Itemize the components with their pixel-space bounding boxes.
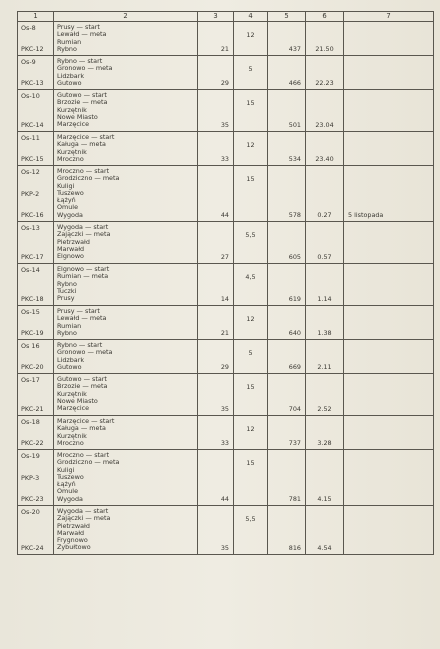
- segment-cell: [234, 306, 268, 340]
- route-place: Kurzętnik: [57, 431, 87, 440]
- distance-value: 21: [220, 44, 229, 53]
- route-cell: [54, 22, 198, 56]
- route-place: Łążyń: [57, 480, 76, 489]
- table-row: [18, 90, 434, 132]
- route-place: Brzozie — meta: [57, 382, 108, 391]
- route-place: Gutowo — start: [57, 91, 107, 99]
- cumulative-value: 781: [288, 494, 301, 503]
- route-place: Rybno: [57, 328, 77, 337]
- route-place: Frygnowo: [57, 536, 88, 545]
- segment-value: 15: [246, 459, 255, 467]
- cumulative-cell: [268, 340, 306, 374]
- header-row: [18, 12, 434, 22]
- segment-cell: [234, 506, 268, 555]
- stage-code: Os-12: [21, 168, 40, 176]
- distance-cell: [198, 306, 234, 340]
- distance-cell: [198, 132, 234, 166]
- table-row: [18, 166, 434, 222]
- segment-value: 5,5: [245, 515, 256, 523]
- remarks-cell: [344, 374, 434, 416]
- segment-value: 15: [246, 99, 255, 107]
- route-place: Wygoda — start: [57, 507, 109, 515]
- time-value: 1.14: [317, 294, 332, 303]
- time-cell: [306, 506, 344, 555]
- stage-code: Os-20: [21, 508, 40, 516]
- cumulative-cell: [268, 166, 306, 222]
- table-body: [18, 22, 434, 555]
- route-place: Marzęcice — start: [57, 417, 115, 425]
- route-place: Lidzbark: [57, 355, 85, 364]
- remarks-cell: [344, 450, 434, 506]
- route-place: Prusy — start: [57, 23, 100, 31]
- checkpoint-code: PKC-17: [21, 252, 44, 261]
- cumulative-value: 669: [288, 362, 301, 371]
- cumulative-value: 816: [288, 543, 301, 552]
- distance-value: 35: [220, 120, 229, 129]
- segment-cell: [234, 340, 268, 374]
- stage-code-cell: [18, 132, 54, 166]
- column-header-6: 6: [306, 12, 344, 22]
- route-place: Pietrzwałd: [57, 521, 90, 530]
- segment-cell: [234, 166, 268, 222]
- distance-cell: [198, 416, 234, 450]
- time-value: 23.40: [315, 154, 334, 163]
- route-cell: [54, 90, 198, 132]
- distance-value: 35: [220, 404, 229, 413]
- checkpoint-code: PKC-20: [21, 362, 44, 371]
- cumulative-value: 704: [288, 404, 301, 413]
- stage-code-cell: [18, 90, 54, 132]
- route-place: Marzęcice: [57, 404, 90, 413]
- route-place: Kurzętnik: [57, 389, 87, 398]
- cumulative-cell: [268, 22, 306, 56]
- route-place: Kaługa — meta: [57, 140, 106, 149]
- segment-cell: [234, 450, 268, 506]
- checkpoint-code: PKC-24: [21, 543, 44, 552]
- route-place: Pietrzwałd: [57, 237, 90, 246]
- distance-cell: [198, 22, 234, 56]
- table-row: [18, 222, 434, 264]
- route-place: Zajączki — meta: [57, 230, 111, 239]
- route-place: Tuszewo: [57, 472, 84, 481]
- route-place: Omule: [57, 203, 79, 212]
- table-row: [18, 340, 434, 374]
- column-header-4: 4: [234, 12, 268, 22]
- column-header-1: 1: [18, 12, 54, 22]
- cumulative-cell: [268, 374, 306, 416]
- route-place: Wygoda: [57, 494, 83, 503]
- checkpoint-code: PKP-2: [21, 189, 40, 198]
- time-cell: [306, 222, 344, 264]
- cumulative-value: 466: [288, 78, 301, 87]
- checkpoint-code: PKC-23: [21, 494, 44, 503]
- column-header-5: 5: [268, 12, 306, 22]
- route-place: Wygoda: [57, 210, 83, 219]
- cumulative-cell: [268, 416, 306, 450]
- route-place: Prusy: [57, 294, 75, 303]
- stage-code: Os-11: [21, 134, 40, 142]
- remarks-value: 5 listopada: [348, 210, 384, 219]
- route-place: Gutowo: [57, 78, 82, 87]
- route-place: Elgnowo — start: [57, 265, 110, 273]
- distance-value: 33: [220, 154, 229, 163]
- distance-cell: [198, 222, 234, 264]
- stage-code: Os-15: [21, 308, 40, 316]
- route-place: Rybno: [57, 44, 77, 53]
- segment-value: 12: [246, 31, 255, 39]
- route-place: Rumian — meta: [57, 272, 109, 281]
- distance-cell: [198, 264, 234, 306]
- route-cell: [54, 506, 198, 555]
- route-place: Nowe Miasto: [57, 112, 98, 121]
- route-place: Lewałd — meta: [57, 30, 107, 39]
- route-place: Omule: [57, 487, 79, 496]
- route-place: Prusy — start: [57, 307, 100, 315]
- route-cell: [54, 416, 198, 450]
- route-place: Łążyń: [57, 196, 76, 205]
- route-place: Mroczno: [57, 154, 84, 163]
- distance-cell: [198, 340, 234, 374]
- route-cell: [54, 374, 198, 416]
- table-row: [18, 416, 434, 450]
- route-place: Mroczno — start: [57, 451, 110, 459]
- checkpoint-code: PKC-13: [21, 78, 44, 87]
- time-cell: [306, 416, 344, 450]
- stage-code-cell: [18, 340, 54, 374]
- remarks-cell: [344, 506, 434, 555]
- segment-cell: [234, 374, 268, 416]
- table-row: [18, 132, 434, 166]
- distance-cell: [198, 166, 234, 222]
- distance-cell: [198, 56, 234, 90]
- route-place: Gutowo: [57, 362, 82, 371]
- cumulative-cell: [268, 306, 306, 340]
- route-place: Marwałd: [57, 528, 85, 537]
- distance-value: 44: [220, 494, 229, 503]
- route-cell: [54, 222, 198, 264]
- distance-cell: [198, 90, 234, 132]
- column-header-7: 7: [344, 12, 434, 22]
- segment-value: 4,5: [245, 273, 256, 281]
- segment-cell: [234, 132, 268, 166]
- route-place: Rumian: [57, 321, 82, 330]
- stage-code: Os 16: [21, 342, 40, 350]
- distance-value: 27: [220, 252, 229, 261]
- stage-code-cell: [18, 222, 54, 264]
- route-place: Gronowo — meta: [57, 348, 113, 357]
- distance-value: 33: [220, 438, 229, 447]
- route-place: Rybno — start: [57, 57, 103, 65]
- time-cell: [306, 22, 344, 56]
- distance-value: 29: [220, 78, 229, 87]
- route-place: Marzęcice — start: [57, 133, 115, 141]
- checkpoint-code: PKC-16: [21, 210, 44, 219]
- segment-cell: [234, 222, 268, 264]
- stage-code-cell: [18, 166, 54, 222]
- distance-value: 14: [220, 294, 229, 303]
- segment-value: 15: [246, 175, 255, 183]
- cumulative-value: 605: [288, 252, 301, 261]
- route-place: Kaługa — meta: [57, 424, 106, 433]
- distance-value: 35: [220, 543, 229, 552]
- cumulative-value: 534: [288, 154, 301, 163]
- stage-code: Os-10: [21, 92, 40, 100]
- route-place: Rybno — start: [57, 341, 103, 349]
- time-value: 2.52: [317, 404, 332, 413]
- route-place: Wygoda — start: [57, 223, 109, 231]
- route-place: Marzęcice: [57, 120, 90, 129]
- time-cell: [306, 450, 344, 506]
- time-value: 21.50: [315, 44, 334, 53]
- time-value: 4.15: [317, 494, 332, 503]
- time-cell: [306, 90, 344, 132]
- route-place: Gutowo — start: [57, 375, 107, 383]
- segment-cell: [234, 56, 268, 90]
- remarks-cell: [344, 132, 434, 166]
- time-value: 0.57: [317, 252, 332, 261]
- stage-code: Os-13: [21, 224, 40, 232]
- checkpoint-code: PKC-22: [21, 438, 44, 447]
- cumulative-value: 640: [288, 328, 301, 337]
- distance-value: 21: [220, 328, 229, 337]
- schedule-table: [17, 11, 434, 555]
- route-cell: [54, 264, 198, 306]
- route-place: Grodziczno — meta: [57, 174, 120, 183]
- time-cell: [306, 264, 344, 306]
- route-place: Kuligi: [57, 465, 75, 474]
- time-value: 4.54: [317, 543, 332, 552]
- segment-value: 12: [246, 315, 255, 323]
- cumulative-value: 737: [288, 438, 301, 447]
- route-place: Elgnowo: [57, 252, 84, 261]
- remarks-cell: [344, 340, 434, 374]
- cumulative-value: 437: [288, 44, 301, 53]
- segment-cell: [234, 90, 268, 132]
- route-place: Gronowo — meta: [57, 64, 113, 73]
- distance-cell: [198, 374, 234, 416]
- route-place: Mroczno — start: [57, 167, 110, 175]
- stage-code: Os-17: [21, 376, 40, 384]
- table-row: [18, 306, 434, 340]
- column-header-3: 3: [198, 12, 234, 22]
- route-place: Tuszewo: [57, 188, 84, 197]
- time-value: 1.38: [317, 328, 332, 337]
- cumulative-cell: [268, 222, 306, 264]
- remarks-cell: [344, 416, 434, 450]
- route-place: Kurzętnik: [57, 105, 87, 114]
- stage-code-cell: [18, 56, 54, 90]
- cumulative-value: 501: [288, 120, 301, 129]
- time-value: 3.28: [317, 438, 332, 447]
- route-cell: [54, 340, 198, 374]
- remarks-cell: [344, 306, 434, 340]
- route-place: Kuligi: [57, 181, 75, 190]
- route-place: Rumian: [57, 37, 82, 46]
- stage-code: Os-18: [21, 418, 40, 426]
- checkpoint-code: PKC-19: [21, 328, 44, 337]
- time-cell: [306, 132, 344, 166]
- remarks-cell: [344, 90, 434, 132]
- checkpoint-code: PKP-3: [21, 473, 40, 482]
- segment-value: 15: [246, 383, 255, 391]
- route-place: Mroczno: [57, 438, 84, 447]
- stage-code: Os-8: [21, 24, 36, 32]
- cumulative-cell: [268, 450, 306, 506]
- stage-code: Os-19: [21, 452, 40, 460]
- segment-cell: [234, 22, 268, 56]
- route-place: Grodziczno — meta: [57, 458, 120, 467]
- route-place: Nowe Miasto: [57, 396, 98, 405]
- checkpoint-code: PKC-12: [21, 44, 44, 53]
- table-row: [18, 374, 434, 416]
- route-place: Zajączki — meta: [57, 514, 111, 523]
- time-cell: [306, 166, 344, 222]
- distance-cell: [198, 450, 234, 506]
- time-value: 0.27: [317, 210, 332, 219]
- table-row: [18, 56, 434, 90]
- route-place: Brzozie — meta: [57, 98, 108, 107]
- time-cell: [306, 56, 344, 90]
- segment-value: 5: [248, 65, 253, 73]
- route-place: Lidzbark: [57, 71, 85, 80]
- route-place: Tuczki: [57, 286, 77, 295]
- remarks-cell: [344, 166, 434, 222]
- cumulative-cell: [268, 132, 306, 166]
- stage-code-cell: [18, 374, 54, 416]
- route-place: Lewałd — meta: [57, 314, 107, 323]
- time-cell: [306, 306, 344, 340]
- remarks-cell: [344, 56, 434, 90]
- route-place: Marwałd: [57, 244, 85, 253]
- table-row: [18, 506, 434, 555]
- segment-cell: [234, 264, 268, 306]
- segment-value: 5: [248, 349, 253, 357]
- route-cell: [54, 166, 198, 222]
- remarks-cell: [344, 222, 434, 264]
- route-cell: [54, 132, 198, 166]
- segment-value: 5,5: [245, 231, 256, 239]
- distance-value: 29: [220, 362, 229, 371]
- time-value: 22.23: [315, 78, 334, 87]
- time-value: 2.11: [317, 362, 332, 371]
- checkpoint-code: PKC-15: [21, 154, 44, 163]
- distance-cell: [198, 506, 234, 555]
- cumulative-cell: [268, 264, 306, 306]
- stage-code-cell: [18, 506, 54, 555]
- route-cell: [54, 56, 198, 90]
- checkpoint-code: PKC-21: [21, 404, 44, 413]
- stage-code: Os-14: [21, 266, 40, 274]
- segment-cell: [234, 416, 268, 450]
- route-place: Rybno: [57, 279, 77, 288]
- time-value: 23.04: [315, 120, 334, 129]
- cumulative-cell: [268, 56, 306, 90]
- remarks-cell: [344, 22, 434, 56]
- time-cell: [306, 340, 344, 374]
- stage-code: Os-9: [21, 58, 36, 66]
- table-row: [18, 22, 434, 56]
- route-place: Kurzętnik: [57, 147, 87, 156]
- cumulative-value: 578: [288, 210, 301, 219]
- checkpoint-code: PKC-18: [21, 294, 44, 303]
- column-header-2: 2: [54, 12, 198, 22]
- route-cell: [54, 306, 198, 340]
- cumulative-cell: [268, 506, 306, 555]
- route-place: Zybułtowo: [57, 543, 91, 552]
- cumulative-cell: [268, 90, 306, 132]
- route-cell: [54, 450, 198, 506]
- table-row: [18, 264, 434, 306]
- segment-value: 12: [246, 425, 255, 433]
- remarks-cell: [344, 264, 434, 306]
- checkpoint-code: PKC-14: [21, 120, 44, 129]
- stage-code-cell: [18, 306, 54, 340]
- cumulative-value: 619: [288, 294, 301, 303]
- table-row: [18, 450, 434, 506]
- stage-code-cell: [18, 264, 54, 306]
- distance-value: 44: [220, 210, 229, 219]
- time-cell: [306, 374, 344, 416]
- stage-code-cell: [18, 416, 54, 450]
- stage-code-cell: [18, 450, 54, 506]
- stage-code-cell: [18, 22, 54, 56]
- segment-value: 12: [246, 141, 255, 149]
